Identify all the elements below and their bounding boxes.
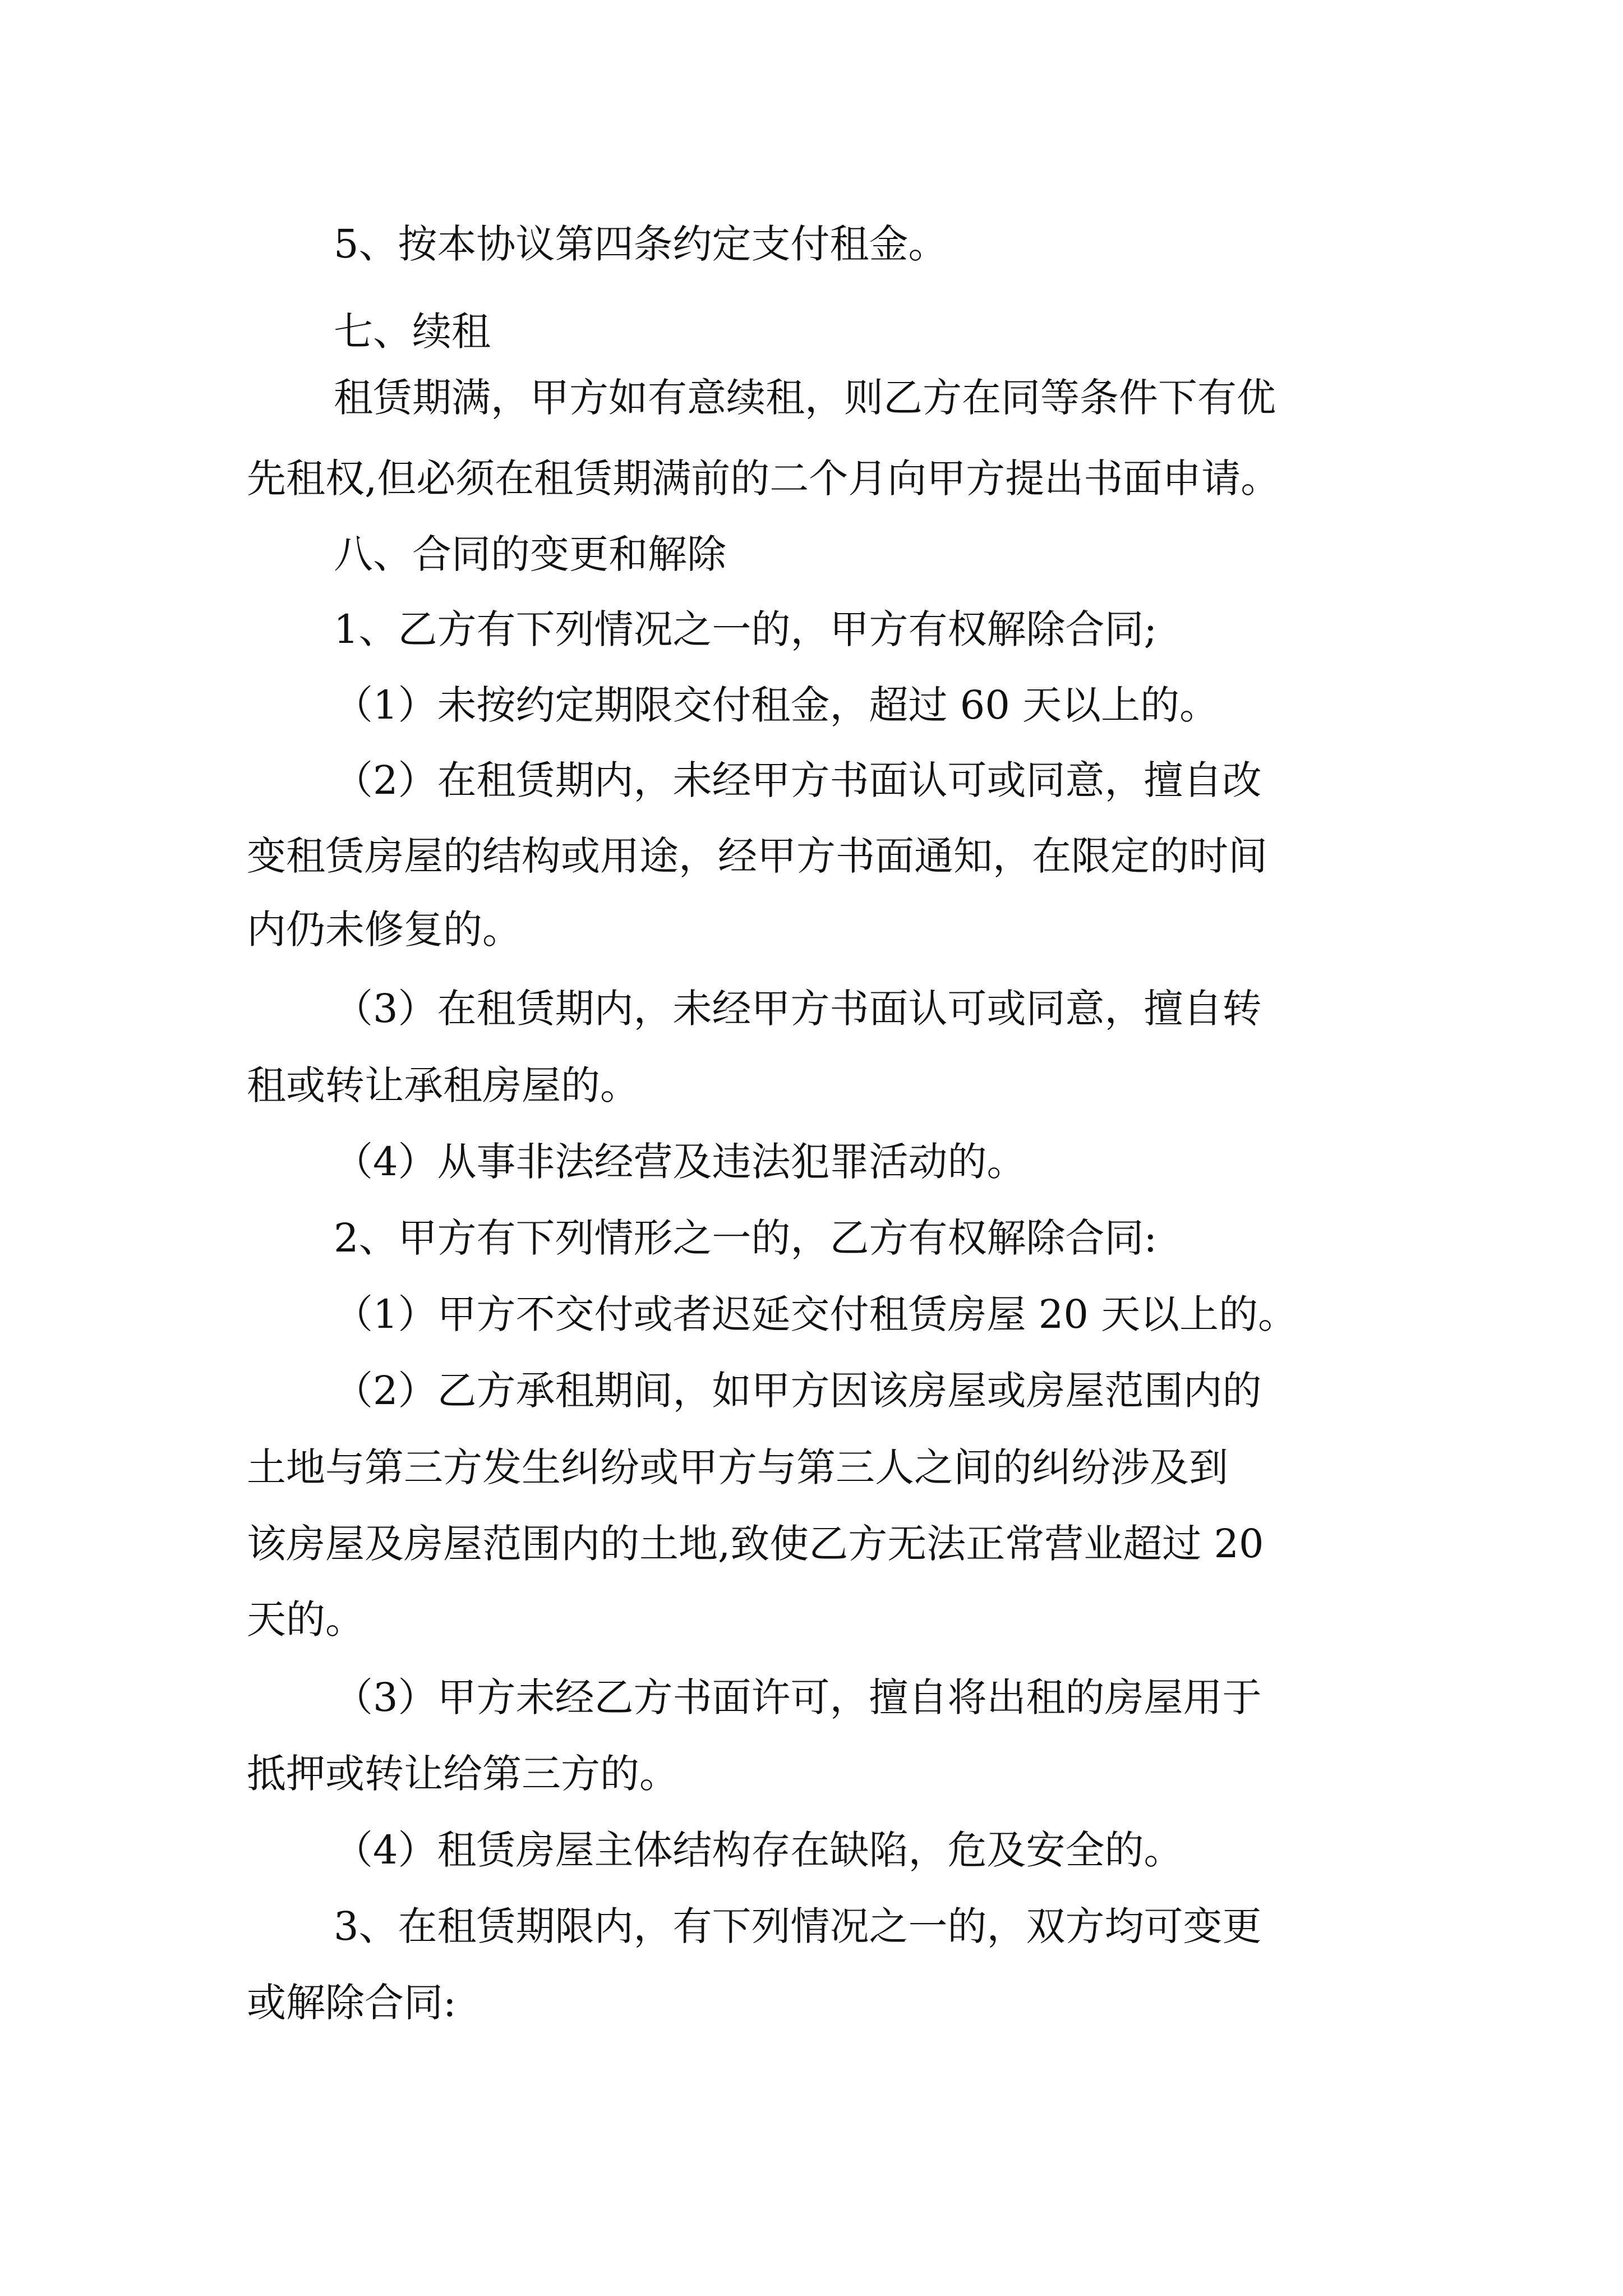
text-line: 3、在租赁期限内，有下列情况之一的，双方均可变更	[334, 1903, 1262, 1949]
text-line: （4）租赁房屋主体结构存在缺陷，危及安全的。	[334, 1827, 1183, 1873]
text-line: 变租赁房屋的结构或用途，经甲方书面通知，在限定的时间	[247, 833, 1267, 879]
text-line: 该房屋及房屋范围内的土地,致使乙方无法正常营业超过 20	[247, 1521, 1264, 1567]
text-line: 抵押或转让给第三方的。	[247, 1751, 679, 1797]
text-line: 5、按本协议第四条约定支付租金。	[334, 221, 948, 267]
text-line: （4）从事非法经营及违法犯罪活动的。	[334, 1139, 1026, 1185]
text-line: 或解除合同:	[247, 1980, 457, 2026]
text-line: 2、甲方有下列情形之一的，乙方有权解除合同:	[334, 1215, 1158, 1261]
text-line: （1）未按约定期限交付租金，超过 60 天以上的。	[334, 682, 1219, 728]
text-line: 内仍未修复的。	[247, 907, 522, 953]
text-line: 先租权,但必须在租赁期满前的二个月向甲方提出书面申请。	[247, 455, 1280, 501]
text-line: （2）乙方承租期间，如甲方因该房屋或房屋范围内的	[334, 1368, 1262, 1414]
text-line: （2）在租赁期内，未经甲方书面认可或同意，擅自改	[334, 757, 1262, 803]
section-heading: 八、合同的变更和解除	[334, 531, 726, 577]
text-line: （3）甲方未经乙方书面许可，擅自将出租的房屋用于	[334, 1674, 1262, 1720]
text-line: 租或转让承租房屋的。	[247, 1062, 639, 1108]
text-line: 1、乙方有下列情况之一的，甲方有权解除合同;	[334, 606, 1158, 652]
text-line: 天的。	[247, 1596, 365, 1642]
text-line: 租赁期满，甲方如有意续租，则乙方在同等条件下有优	[334, 375, 1276, 421]
text-line: （3）在租赁期内，未经甲方书面认可或同意，擅自转	[334, 986, 1262, 1032]
text-line: 土地与第三方发生纠纷或甲方与第三人之间的纠纷涉及到	[247, 1444, 1228, 1490]
text-line: （1）甲方不交付或者迟延交付租赁房屋 20 天以上的。	[334, 1291, 1298, 1337]
section-heading: 七、续租	[334, 309, 491, 355]
